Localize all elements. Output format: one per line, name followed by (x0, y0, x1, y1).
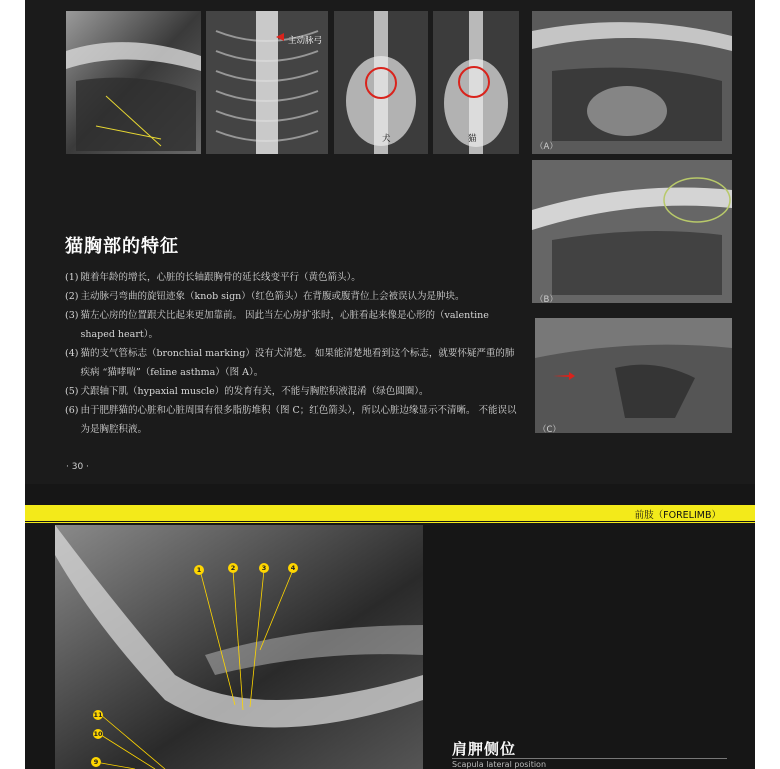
marker-10: 10 (93, 730, 103, 738)
xray-lateral-thorax (66, 11, 201, 154)
xray-figure-b (532, 160, 732, 303)
xray-dv-spine (206, 11, 328, 154)
figure-c-label: （C） (538, 425, 561, 435)
cat-label: 猫 (468, 134, 477, 144)
xray-dog-heart (334, 11, 428, 154)
list-item: (6) 由于肥胖猫的心脏和心脏周围有很多脂肪堆积（图 C；红色箭头），所以心脏边缘显示不清晰。 不能误以为是胸腔积液。 (65, 405, 517, 435)
list-item: (5) 犬跟轴下肌（hypaxial muscle）的发育有关，不能与胸腔积液混淆（绿色圆圈）。 (65, 386, 429, 397)
list-item: (1) 随着年龄的增长，心脏的长轴跟胸骨的延长线变平行（黄色箭头）。 (65, 272, 361, 283)
list-item: (4) 猫的支气管标志（bronchial marking）没有犬清楚。 如果能清楚地看到这个标志，就要怀疑严重的肺疾病 “猫哮喘”（feline asthma）（图 A）。 (65, 348, 515, 378)
section-rule (452, 758, 727, 759)
list-item: (2) 主动脉弓弯曲的旋钮迹象（knob sign）（红色箭头）在背腹或腹背位上会被误认为是肿块。 (65, 291, 465, 302)
band-rule (25, 522, 755, 523)
xray-figure-c (535, 318, 732, 433)
xray-scapula-lateral (55, 525, 423, 769)
aortic-arch-label: 主动脉弓 (288, 36, 323, 46)
marker-11: 11 (93, 711, 103, 719)
marker-1: 1 (194, 565, 204, 575)
marker-3: 3 (259, 563, 269, 573)
scapula-section-subtitle: Scapula lateral position (452, 760, 547, 769)
figure-a-label: （A） (535, 142, 558, 152)
scapula-section-title: 肩胛侧位 (452, 740, 517, 758)
figure-b-label: （B） (535, 295, 558, 305)
marker-2: 2 (228, 563, 238, 573)
feature-list (65, 268, 520, 439)
dog-label: 犬 (382, 134, 391, 144)
page-number: · 30 · (66, 462, 89, 472)
marker-4: 4 (288, 563, 298, 573)
chapter-band (25, 505, 755, 521)
list-item: (3) 猫左心房的位置跟犬比起来更加靠前。 因此当左心房扩张时，心脏看起来像是心形的（valentine shaped heart）。 (65, 310, 489, 340)
marker-9: 9 (91, 757, 101, 767)
section-title-cat-thorax: 猫胸部的特征 (65, 236, 179, 257)
chapter-label: 前肢（FORELIMB） (634, 510, 721, 521)
xray-figure-a (532, 11, 732, 154)
